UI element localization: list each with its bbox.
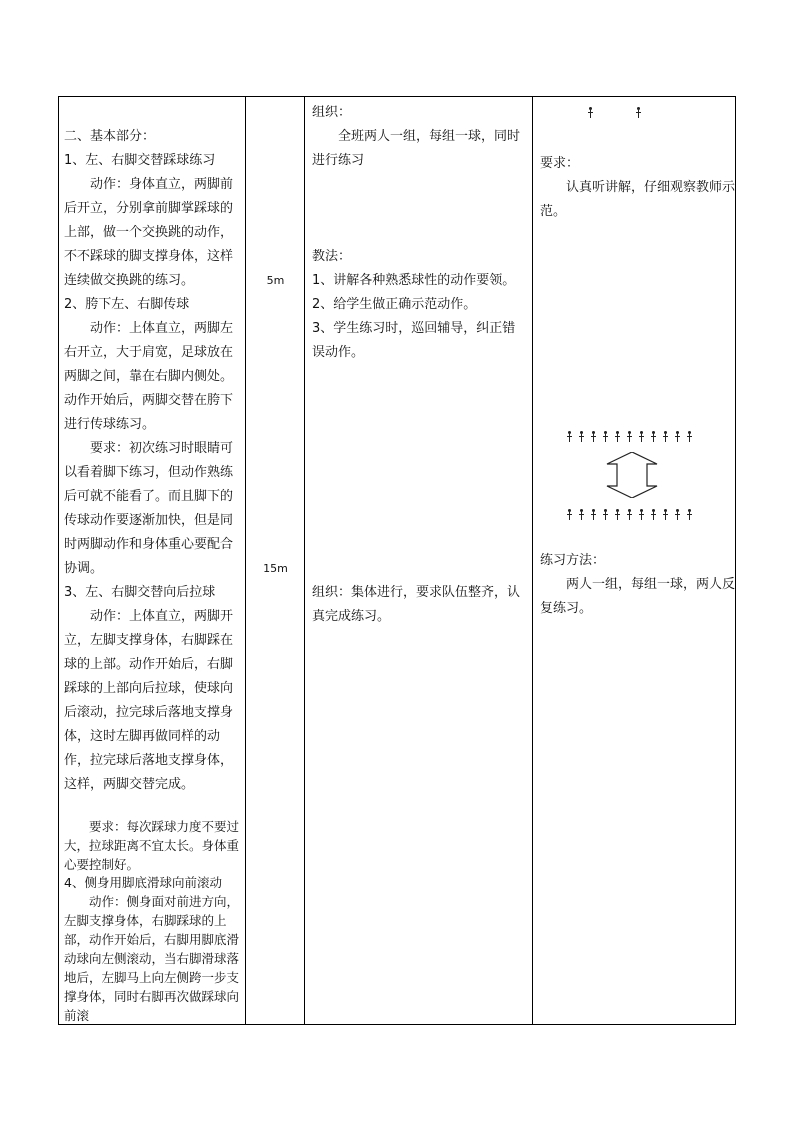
organization-2-text: 组织：集体进行，要求队伍整齐，认真完成练习。 xyxy=(312,585,521,624)
exercise-2-requirement: 要求：初次练习时眼睛可以看着脚下练习，但动作熟练后可就不能看了。而且脚下的传球动作要逐渐加快，但是同时两脚动作和身体重心要配合协调。 xyxy=(64,441,234,576)
person-icon xyxy=(567,509,572,521)
person-icon xyxy=(567,431,572,443)
person-icon xyxy=(639,431,644,443)
person-icon xyxy=(663,509,668,521)
exercise-4-action: 动作：侧身面对前进方向，左脚支撑身体，右脚踩球的上部，动作开始后，右脚用脚底滑动球向左侧滚动，当右脚滑球落地后，左脚马上向左侧跨一步支撑身体，同时右脚再次做踩球向前滚 xyxy=(64,894,240,1023)
person-icon xyxy=(687,509,692,521)
person-icon xyxy=(579,509,584,521)
method-item-1: 1、讲解各种熟悉球性的动作要领。 xyxy=(312,273,516,288)
person-icon xyxy=(615,509,620,521)
content-column xyxy=(59,97,246,1024)
exercise-3-action: 动作：上体直立，两脚开立，左脚支撑身体，右脚踩在球的上部。动作开始后，右脚踩球的上部向后拉球，使球向后滚动，拉完球后落地支撑身体，这时左脚再做同样的动作，拉完球后落地支撑身体，这样，两脚交替完成。 xyxy=(64,609,234,792)
exercise-2-title: 2、胯下左、右脚传球 xyxy=(64,297,190,312)
method-item-3: 3、学生练习时，巡回辅导，纠正错误动作。 xyxy=(312,321,516,360)
practice-method-text: 两人一组，每组一球，两人反复练习。 xyxy=(540,577,736,616)
person-icon xyxy=(603,431,608,443)
person-icon xyxy=(591,431,596,443)
person-icon xyxy=(651,431,656,443)
exercise-4-title: 4、侧身用脚底滑球向前滚动 xyxy=(64,875,222,890)
time-label: 5m xyxy=(266,274,285,287)
requirement-label: 要求： xyxy=(540,156,580,171)
person-icon xyxy=(639,509,644,521)
time-column xyxy=(246,97,305,1024)
lesson-plan-table xyxy=(58,96,736,1025)
section-title: 二、基本部分： xyxy=(64,129,156,144)
exercise-3-title: 3、左、右脚交替向后拉球 xyxy=(64,585,216,600)
double-arrow-icon xyxy=(593,452,671,498)
person-icon xyxy=(591,509,596,521)
person-icon xyxy=(675,431,680,443)
person-icon xyxy=(636,107,641,119)
exercise-1-title: 1、左、右脚交替踩球练习 xyxy=(64,153,216,168)
person-icon xyxy=(651,509,656,521)
person-icon xyxy=(603,509,608,521)
method-label: 教法： xyxy=(312,249,352,264)
requirements-column xyxy=(533,97,737,1024)
person-icon xyxy=(588,107,593,119)
time-label: 15m xyxy=(263,562,288,575)
organization-label: 组织： xyxy=(312,105,352,120)
requirement-text: 认真听讲解，仔细观察教师示范。 xyxy=(540,180,736,219)
method-item-2: 2、给学生做正确示范动作。 xyxy=(312,297,477,312)
person-icon xyxy=(627,509,632,521)
exercise-2-action: 动作：上体直立，两脚左右开立，大于肩宽，足球放在两脚之间，靠在右脚内侧处。动作开始后，两脚交替在胯下进行传球练习。 xyxy=(64,321,234,432)
exercise-3-requirement: 要求：每次踩球力度不要过大，拉球距离不宜太长。身体重心要控制好。 xyxy=(64,819,240,872)
exercise-1-action: 动作：身体直立，两脚前后开立，分别拿前脚掌踩球的上部，做一个交换跳的动作，不不踩球的脚支撑身体，这样连续做交换跳的练习。 xyxy=(64,177,234,288)
person-icon xyxy=(627,431,632,443)
person-icon xyxy=(579,431,584,443)
practice-method-label: 练习方法： xyxy=(540,553,606,568)
organization-text: 全班两人一组，每组一球，同时进行练习 xyxy=(312,129,521,168)
person-icon xyxy=(615,431,620,443)
person-icon xyxy=(675,509,680,521)
person-icon xyxy=(687,431,692,443)
person-icon xyxy=(663,431,668,443)
organization-column xyxy=(305,97,533,1024)
